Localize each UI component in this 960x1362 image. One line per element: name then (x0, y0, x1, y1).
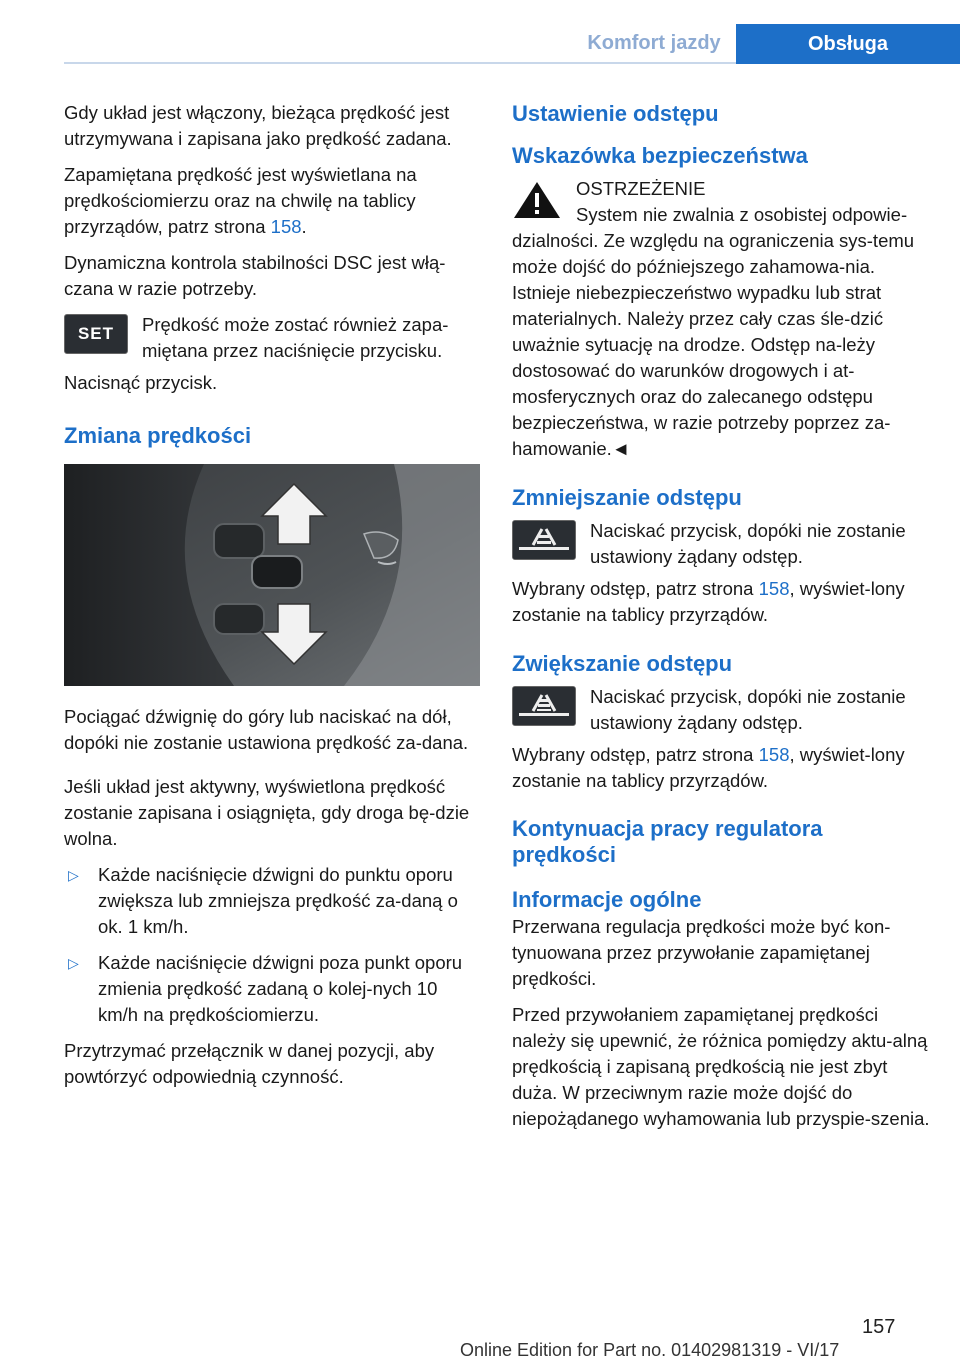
set-button-icon: SET (64, 314, 128, 354)
paragraph: Jeśli układ jest aktywny, wyświetlona prędkość zostanie zapisana i osiągnięta, gdy droga bę‐dzie wolna. (64, 776, 470, 849)
list-item-text: Każde naciśnięcie dźwigni do punktu oporu zwiększa lub zmniejsza prędkość za‐daną o ok. 1 km/h. (98, 864, 458, 937)
paragraph: Nacisnąć przycisk. (64, 372, 218, 393)
left-column (64, 100, 482, 1100)
triangle-bullet-icon: ▷ (68, 955, 79, 971)
increase-row (512, 684, 930, 736)
warning-triangle-icon (512, 180, 562, 220)
list-item (64, 950, 482, 1028)
heading-zmiana-predkosci: Zmiana prędkości (64, 423, 252, 448)
heading-zwiekszanie: Zwiększanie odstępu (512, 651, 733, 676)
paragraph: Dynamiczna kontrola stabilności DSC jest włą‐czana w razie potrzeby. (64, 252, 446, 299)
decrease-text: Naciskać przycisk, dopóki nie zostanie ustawiony żądany odstęp. (590, 520, 906, 567)
distance-decrease-icon (512, 520, 576, 560)
text: . (301, 216, 307, 237)
list-item-text: Każde naciśnięcie dźwigni poza punkt oporu zmienia prędkość zadaną o kolej‐nych 10 km/h na prędkościomierzu. (98, 952, 463, 1025)
paragraph: Przed przywołaniem zapamiętanej prędkości należy się upewnić, że różnica pomiędzy aktu‐alną prędkością i zapisaną prędkością nie jest zbyt duża. W przeciwnym razie może dojść do niepożądanego wyhamowania lub przyspie‐szenia. (512, 1004, 930, 1129)
triangle-bullet-icon: ▷ (68, 867, 79, 883)
text: Wybrany odstęp, patrz strona (512, 744, 759, 765)
tab-obsluga[interactable]: Obsługa (736, 24, 960, 64)
warning-block (512, 176, 930, 462)
heading-ustawienie-odstepu: Ustawienie odstępu (512, 101, 719, 126)
right-column (512, 100, 930, 1142)
bullet-list (64, 862, 482, 1028)
heading-kontynuacja: Kontynuacja pracy regulatora prędkości (512, 816, 823, 867)
paragraph (64, 162, 482, 240)
paragraph (512, 576, 930, 628)
page-link[interactable]: 158 (758, 578, 790, 599)
heading-wskazowka: Wskazówka bezpieczeństwa (512, 143, 808, 168)
paragraph (512, 742, 930, 794)
increase-text: Naciskać przycisk, dopóki nie zostanie ustawiony żądany odstęp. (590, 686, 906, 733)
page-link[interactable]: 158 (758, 744, 790, 765)
set-button-row (64, 312, 482, 364)
list-item (64, 862, 482, 940)
heading-zmniejszanie: Zmniejszanie odstępu (512, 485, 742, 510)
paragraph: Przerwana regulacja prędkości może być kon‐tynuowana przez przywołanie zapamiętanej prędkości. (512, 916, 891, 989)
text: , wyświet‐lony zostanie na tablicy przyrządów. (512, 744, 905, 791)
text: , wyświet‐lony zostanie na tablicy przyrządów. (512, 578, 905, 625)
warning-title: OSTRZEŻENIE (576, 178, 706, 199)
text: Zapamiętana prędkość jest wyświetlana na prędkościomierzu oraz na chwilę na tablicy przyrządów, patrz strona (64, 164, 417, 237)
tab-komfort-jazdy[interactable]: Komfort jazdy (587, 31, 721, 54)
decrease-row (512, 518, 930, 570)
paragraph: Gdy układ jest włączony, bieżąca prędkość jest utrzymywana i zapisana jako prędkość zadana. (64, 102, 452, 149)
page-link[interactable]: 158 (270, 216, 302, 237)
paragraph: Przytrzymać przełącznik w danej pozycji, aby powtórzyć odpowiednią czynność. (64, 1040, 435, 1087)
set-button-text: Prędkość może zostać również zapa‐miętana przez naciśnięcie przycisku. (142, 314, 449, 361)
text: Wybrany odstęp, patrz strona (512, 578, 759, 599)
distance-increase-icon (512, 686, 576, 726)
edition-footer: Online Edition for Part no. 01402981319 - VI/17 (460, 1340, 840, 1360)
page-number: 157 (862, 1316, 896, 1338)
heading-informacje-ogolne: Informacje ogólne (512, 887, 702, 912)
warning-text: System nie zwalnia z osobistej odpowie‐dzialności. Ze względu na ograniczenia sys‐temu może dojść do późniejszego zahamowa‐nia. Istnieje niebezpieczeństwo wypadku lub strat materialnych. Należy przez cały czas śle‐dzić uważnie sytuację na drodze. Odstęp na‐leży dostosować do warunków drogowych i at‐mosferycznych oraz do zalecanego odstępu bezpieczeństwa, w razie potrzeby poprzez za‐hamowanie.◄ (512, 204, 915, 459)
paragraph: Pociągać dźwignię do góry lub naciskać na dół, dopóki nie zostanie ustawiona prędkość za‐dana. (64, 706, 469, 753)
steering-wheel-photo (64, 464, 480, 686)
